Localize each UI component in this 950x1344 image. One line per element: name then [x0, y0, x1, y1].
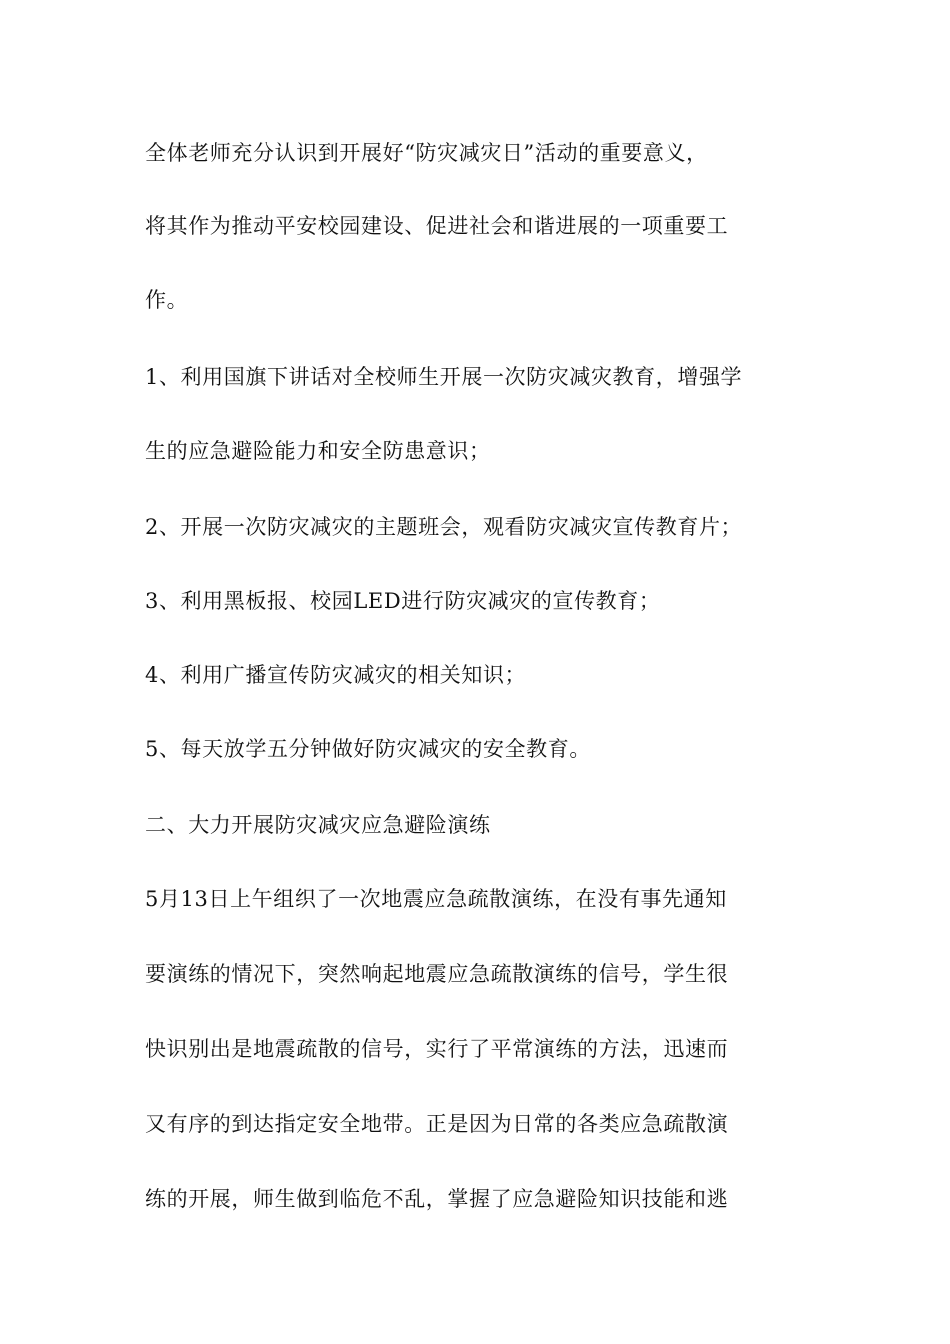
paragraph-line-5: 要演练的情况下，突然响起地震应急疏散演练的信号，学生很 [145, 962, 729, 986]
paragraph-line-4: 5月13日上午组织了一次地震应急疏散演练，在没有事先通知 [145, 887, 727, 911]
section-heading: 二、大力开展防灾减灾应急避险演练 [145, 813, 491, 837]
list-item-1-line-2: 生的应急避险能力和安全防患意识； [145, 439, 491, 463]
paragraph-line-1: 全体老师充分认识到开展好“防灾减灾日”活动的重要意义， [145, 141, 708, 165]
list-item-1-line-1: 1、利用国旗下讲话对全校师生开展一次防灾减灾教育，增强学 [145, 365, 743, 389]
paragraph-line-6: 快识别出是地震疏散的信号，实行了平常演练的方法，迅速而 [145, 1037, 729, 1061]
list-item-5: 5、每天放学五分钟做好防灾减灾的安全教育。 [145, 737, 591, 761]
paragraph-line-2: 将其作为推动平安校园建设、促进社会和谐进展的一项重要工 [145, 214, 729, 238]
paragraph-line-7: 又有序的到达指定安全地带。正是因为日常的各类应急疏散演 [145, 1112, 729, 1136]
list-item-3: 3、利用黑板报、校园LED进行防灾减灾的宣传教育； [145, 589, 661, 613]
list-item-4: 4、利用广播宣传防灾减灾的相关知识； [145, 663, 527, 687]
paragraph-line-3: 作。 [145, 288, 189, 312]
paragraph-line-8: 练的开展，师生做到临危不乱，掌握了应急避险知识技能和逃 [145, 1187, 729, 1211]
list-item-2: 2、开展一次防灾减灾的主题班会，观看防灾减灾宣传教育片； [145, 515, 743, 539]
